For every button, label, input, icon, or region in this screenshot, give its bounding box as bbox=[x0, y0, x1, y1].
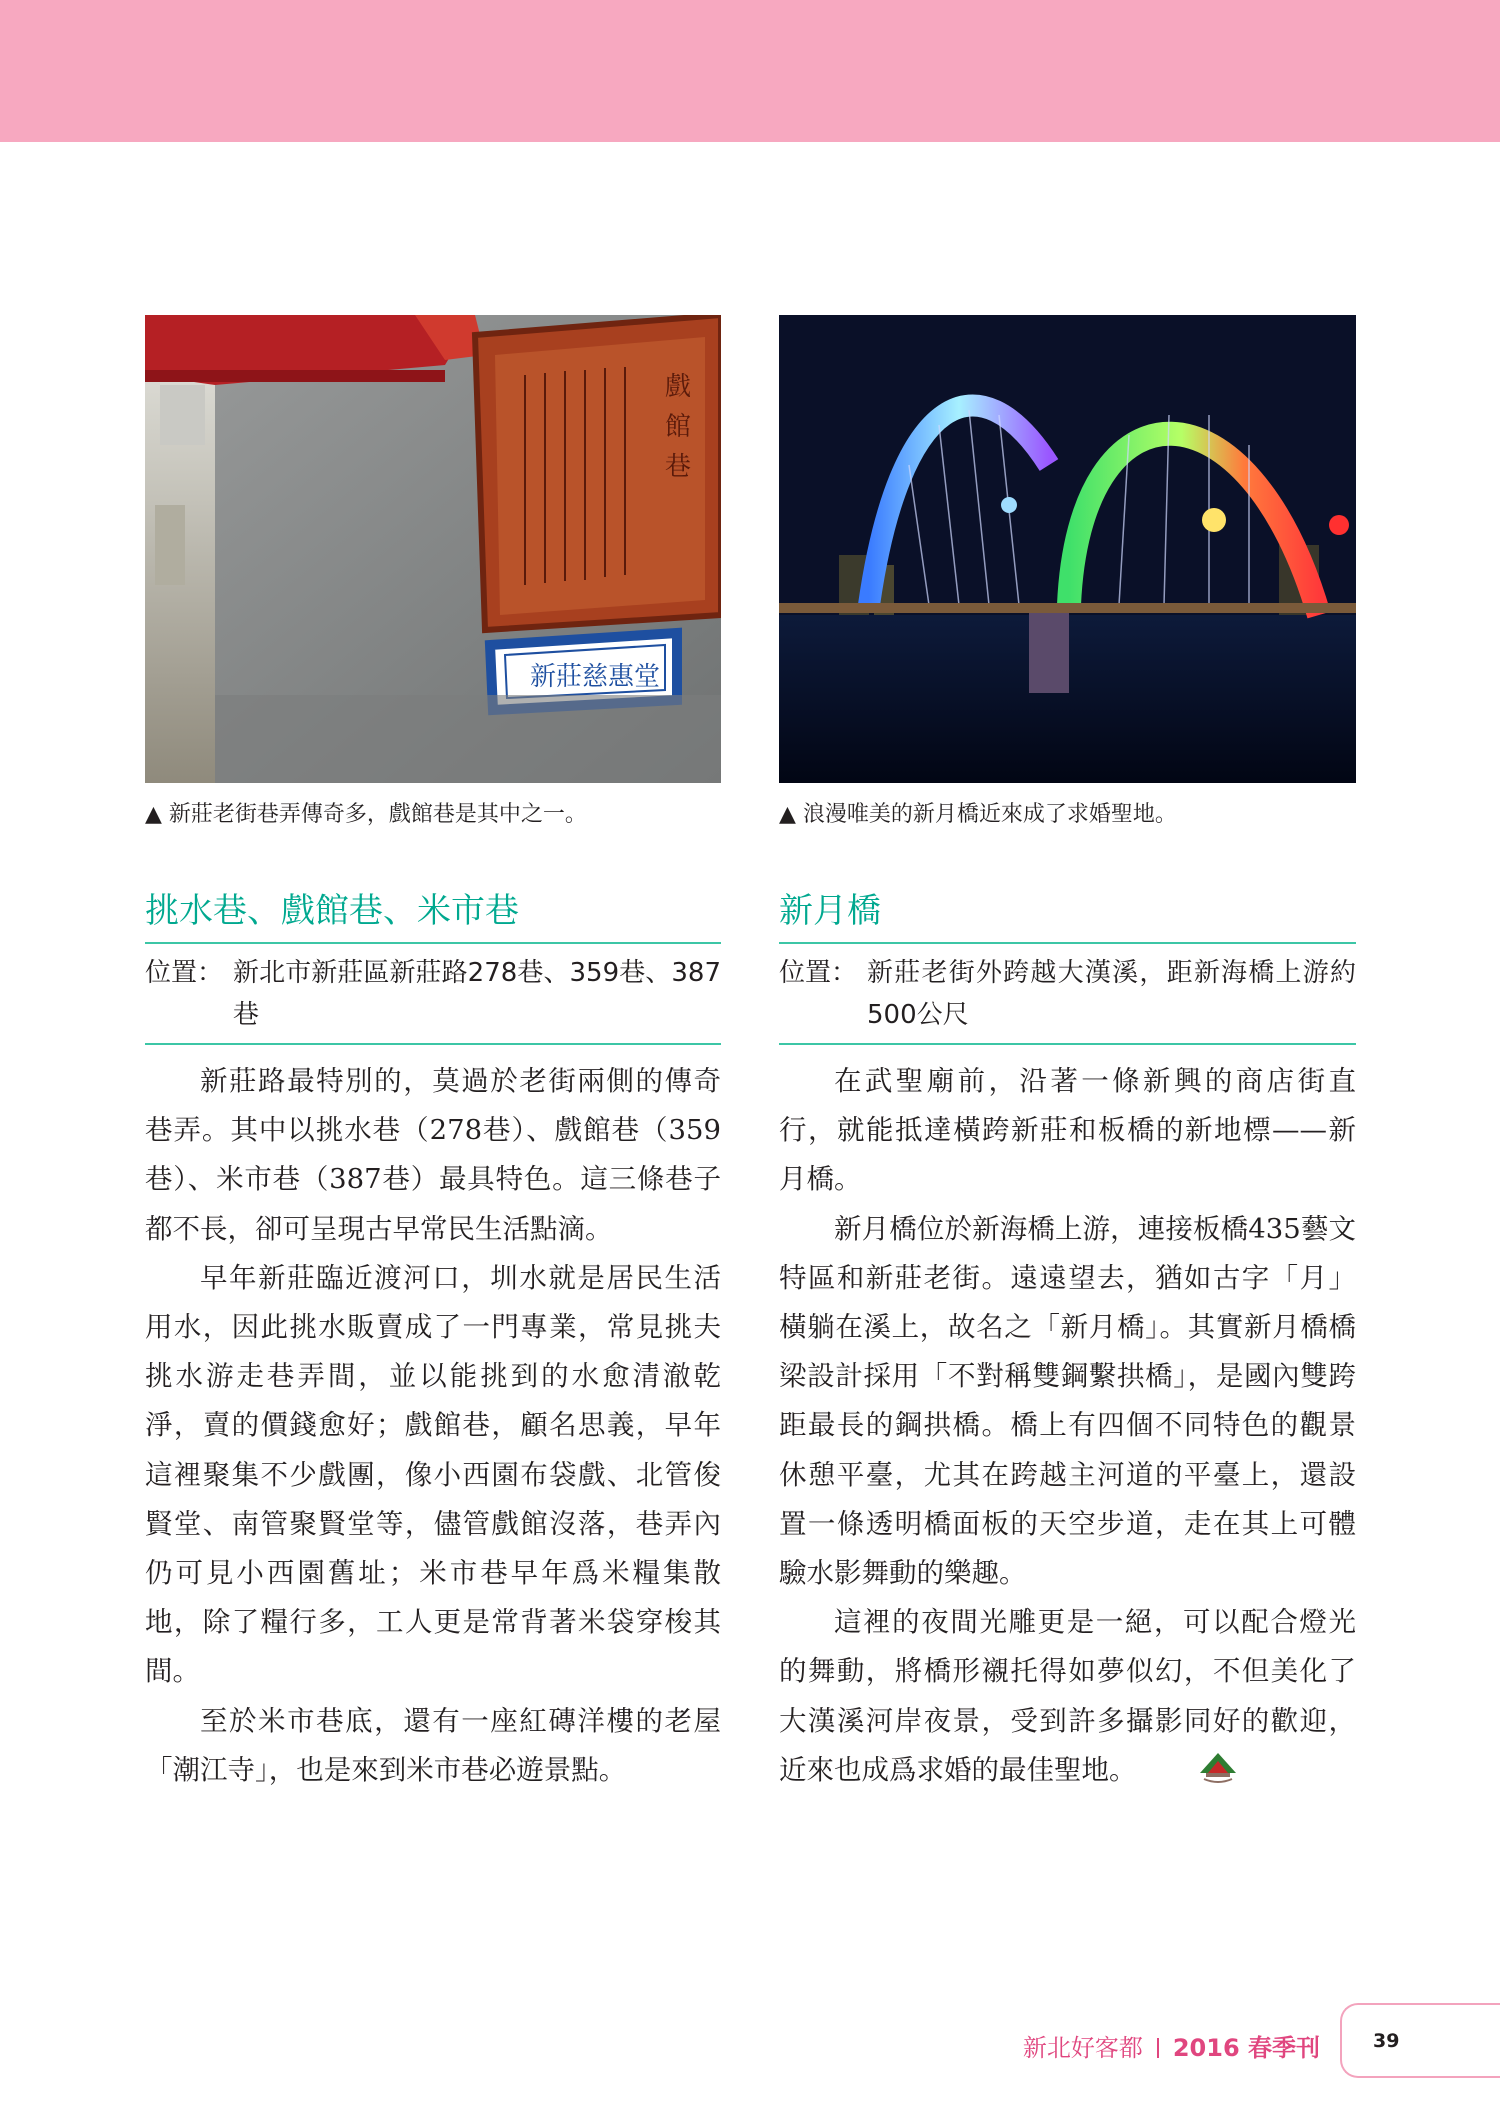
paragraph: 新月橋位於新海橋上游，連接板橋435藝文特區和新莊老街。遠遠望去，猶如古字「月」橫躺在溪上，故名之「新月橋」。其實新月橋橋梁設計採用「不對稱雙鋼繫拱橋」，是國內雙跨距最長的鋼拱橋。橋上有四個不同特色的觀景休憩平臺，尤其在跨越主河道的平臺上，還設置一條透明橋面板的天空步道，走在其上可體驗水影舞動的樂趣。 bbox=[779, 1212, 1356, 1590]
photo-caption: ▲ 浪漫唯美的新月橋近來成了求婚聖地。 bbox=[779, 802, 1177, 827]
page-number: 39 bbox=[1373, 2030, 1400, 2052]
street-sign-text: 新莊慈惠堂 bbox=[530, 662, 661, 692]
location-block bbox=[779, 952, 1356, 1036]
bridge-night-photo bbox=[779, 315, 1356, 783]
divider bbox=[145, 1043, 721, 1045]
paragraph bbox=[779, 1598, 1356, 1795]
paragraph: 新莊路最特別的，莫過於老街兩側的傳奇巷弄。其中以挑水巷（278巷）、戲館巷（359巷）、米市巷（387巷）最具特色。這三條巷子都不長，卻可呈現古早常民生活點滴。 bbox=[145, 1065, 721, 1245]
end-mark-icon bbox=[1143, 1751, 1183, 1785]
footer-separator bbox=[1157, 2038, 1159, 2058]
location-label: 位置： bbox=[145, 958, 224, 988]
location-label: 位置： bbox=[779, 958, 858, 988]
paragraph: 早年新莊臨近渡河口，圳水就是居民生活用水，因此挑水販賣成了一門專業，常見挑夫挑水游走巷弄間，並以能挑到的水愈清澈乾淨，賣的價錢愈好；戲館巷，顧名思義，早年這裡聚集不少戲團，像小西園布袋戲、北管俊賢堂、南管聚賢堂等，儘管戲館沒落，巷弄內仍可見小西園舊址；米市巷早年爲米糧集散地，除了糧行多，工人更是常背著米袋穿梭其間。 bbox=[145, 1261, 721, 1688]
top-color-band bbox=[0, 0, 1500, 142]
location-block bbox=[145, 952, 721, 1036]
location-text: 新莊老街外跨越大漢溪，距新海橋上游約500公尺 bbox=[867, 958, 1356, 1030]
divider bbox=[779, 1043, 1356, 1045]
magazine-name: 新北好客都 bbox=[1022, 2034, 1143, 2062]
plaque-char: 館 bbox=[665, 412, 692, 442]
divider bbox=[145, 942, 721, 944]
paragraph: 在武聖廟前，沿著一條新興的商店街直行，就能抵達橫跨新莊和板橋的新地標——新月橋。 bbox=[779, 1065, 1356, 1196]
plaque-char: 戲 bbox=[665, 372, 692, 402]
alley-photo bbox=[145, 315, 721, 783]
plaque-char: 巷 bbox=[665, 452, 692, 482]
issue-label: 2016 春季刊 bbox=[1172, 2034, 1320, 2062]
paragraph: 至於米市巷底，還有一座紅磚洋樓的老屋「潮江寺」，也是來到米市巷必遊景點。 bbox=[145, 1704, 721, 1786]
section-title: 新月橋 bbox=[779, 891, 881, 931]
section-title: 挑水巷、戲館巷、米市巷 bbox=[145, 891, 519, 931]
divider bbox=[779, 942, 1356, 944]
footer-brand bbox=[1023, 2028, 1320, 2063]
article-body bbox=[779, 1057, 1356, 1795]
page-number-tab bbox=[1340, 2003, 1500, 2078]
photo-caption: ▲ 新莊老街巷弄傳奇多，戲館巷是其中之一。 bbox=[145, 802, 587, 827]
article-body bbox=[145, 1057, 721, 1795]
location-text: 新北市新莊區新莊路278巷、359巷、387巷 bbox=[233, 958, 721, 1030]
paragraph-text: 這裡的夜間光雕更是一絕，可以配合燈光的舞動，將橋形襯托得如夢似幻，不但美化了大漢溪河岸夜景，受到許多攝影同好的歡迎，近來也成爲求婚的最佳聖地。 bbox=[779, 1606, 1356, 1786]
